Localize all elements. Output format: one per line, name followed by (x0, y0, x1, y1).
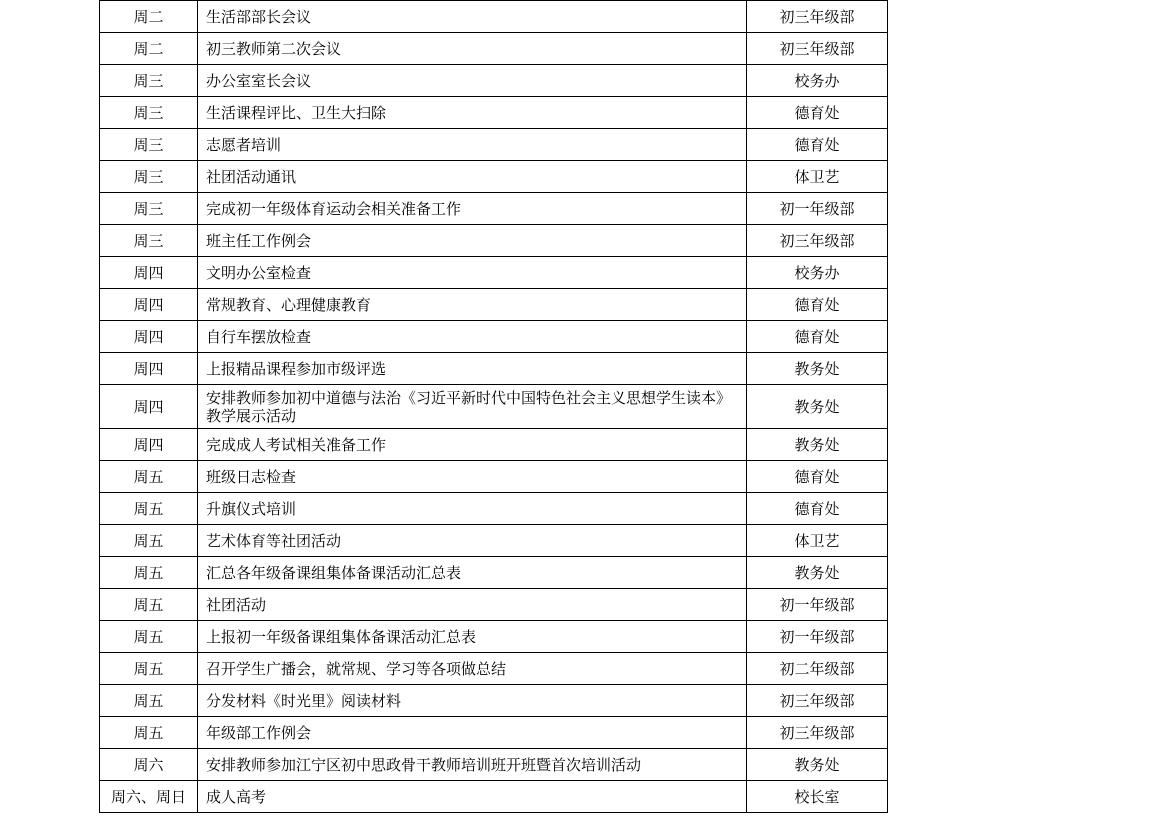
day-cell: 周四 (100, 257, 198, 289)
day-cell: 周四 (100, 321, 198, 353)
day-cell: 周三 (100, 225, 198, 257)
department-cell: 教务处 (747, 749, 888, 781)
table-row (100, 1, 888, 33)
department-cell: 德育处 (747, 493, 888, 525)
table-row (100, 749, 888, 781)
table-row (100, 429, 888, 461)
day-cell: 周五 (100, 717, 198, 749)
task-cell: 艺术体育等社团活动 (198, 525, 747, 557)
task-cell: 班主任工作例会 (198, 225, 747, 257)
table-row (100, 225, 888, 257)
department-cell: 体卫艺 (747, 161, 888, 193)
table-row (100, 653, 888, 685)
task-cell: 召开学生广播会，就常规、学习等各项做总结 (198, 653, 747, 685)
task-cell: 成人高考 (198, 781, 747, 813)
department-cell: 德育处 (747, 321, 888, 353)
table-row (100, 589, 888, 621)
table-row (100, 257, 888, 289)
table-row (100, 353, 888, 385)
table-row (100, 97, 888, 129)
table-row (100, 461, 888, 493)
day-cell: 周三 (100, 97, 198, 129)
table-row (100, 161, 888, 193)
task-cell: 社团活动通讯 (198, 161, 747, 193)
table-row (100, 685, 888, 717)
department-cell: 初三年级部 (747, 33, 888, 65)
task-cell: 志愿者培训 (198, 129, 747, 161)
department-cell: 校长室 (747, 781, 888, 813)
task-cell: 自行车摆放检查 (198, 321, 747, 353)
table-row (100, 525, 888, 557)
day-cell: 周三 (100, 193, 198, 225)
schedule-table-body (100, 1, 888, 813)
department-cell: 初三年级部 (747, 717, 888, 749)
task-cell: 完成初一年级体育运动会相关准备工作 (198, 193, 747, 225)
task-cell: 班级日志检查 (198, 461, 747, 493)
table-row (100, 557, 888, 589)
task-cell: 安排教师参加初中道德与法治《习近平新时代中国特色社会主义思想学生读本》教学展示活动 (198, 385, 747, 429)
table-row (100, 129, 888, 161)
day-cell: 周四 (100, 353, 198, 385)
day-cell: 周五 (100, 493, 198, 525)
department-cell: 体卫艺 (747, 525, 888, 557)
department-cell: 初三年级部 (747, 685, 888, 717)
task-cell: 生活课程评比、卫生大扫除 (198, 97, 747, 129)
day-cell: 周三 (100, 161, 198, 193)
department-cell: 教务处 (747, 385, 888, 429)
day-cell: 周五 (100, 621, 198, 653)
day-cell: 周五 (100, 589, 198, 621)
table-row (100, 717, 888, 749)
day-cell: 周五 (100, 557, 198, 589)
task-cell: 上报精品课程参加市级评选 (198, 353, 747, 385)
day-cell: 周五 (100, 653, 198, 685)
department-cell: 教务处 (747, 429, 888, 461)
day-cell: 周三 (100, 65, 198, 97)
task-cell: 完成成人考试相关准备工作 (198, 429, 747, 461)
department-cell: 德育处 (747, 129, 888, 161)
day-cell: 周六、周日 (100, 781, 198, 813)
department-cell: 德育处 (747, 289, 888, 321)
day-cell: 周四 (100, 385, 198, 429)
day-cell: 周五 (100, 685, 198, 717)
task-cell: 办公室室长会议 (198, 65, 747, 97)
day-cell: 周二 (100, 33, 198, 65)
task-cell: 社团活动 (198, 589, 747, 621)
department-cell: 教务处 (747, 353, 888, 385)
task-cell: 汇总各年级备课组集体备课活动汇总表 (198, 557, 747, 589)
day-cell: 周二 (100, 1, 198, 33)
task-cell: 常规教育、心理健康教育 (198, 289, 747, 321)
day-cell: 周四 (100, 289, 198, 321)
day-cell: 周五 (100, 461, 198, 493)
table-row (100, 289, 888, 321)
task-cell: 初三教师第二次会议 (198, 33, 747, 65)
department-cell: 初一年级部 (747, 621, 888, 653)
department-cell: 初二年级部 (747, 653, 888, 685)
task-cell: 生活部部长会议 (198, 1, 747, 33)
department-cell: 德育处 (747, 97, 888, 129)
task-cell: 升旗仪式培训 (198, 493, 747, 525)
task-cell: 分发材料《时光里》阅读材料 (198, 685, 747, 717)
table-row (100, 385, 888, 429)
department-cell: 初三年级部 (747, 225, 888, 257)
department-cell: 德育处 (747, 461, 888, 493)
department-cell: 初一年级部 (747, 589, 888, 621)
department-cell: 校务办 (747, 257, 888, 289)
task-cell: 安排教师参加江宁区初中思政骨干教师培训班开班暨首次培训活动 (198, 749, 747, 781)
task-cell: 上报初一年级备课组集体备课活动汇总表 (198, 621, 747, 653)
table-row (100, 321, 888, 353)
weekly-schedule-table (99, 0, 888, 813)
department-cell: 校务办 (747, 65, 888, 97)
day-cell: 周四 (100, 429, 198, 461)
table-row (100, 493, 888, 525)
day-cell: 周六 (100, 749, 198, 781)
department-cell: 教务处 (747, 557, 888, 589)
table-row (100, 781, 888, 813)
day-cell: 周三 (100, 129, 198, 161)
department-cell: 初一年级部 (747, 193, 888, 225)
table-row (100, 65, 888, 97)
day-cell: 周五 (100, 525, 198, 557)
department-cell: 初三年级部 (747, 1, 888, 33)
task-cell: 文明办公室检查 (198, 257, 747, 289)
table-row (100, 621, 888, 653)
task-cell: 年级部工作例会 (198, 717, 747, 749)
table-row (100, 33, 888, 65)
table-row (100, 193, 888, 225)
